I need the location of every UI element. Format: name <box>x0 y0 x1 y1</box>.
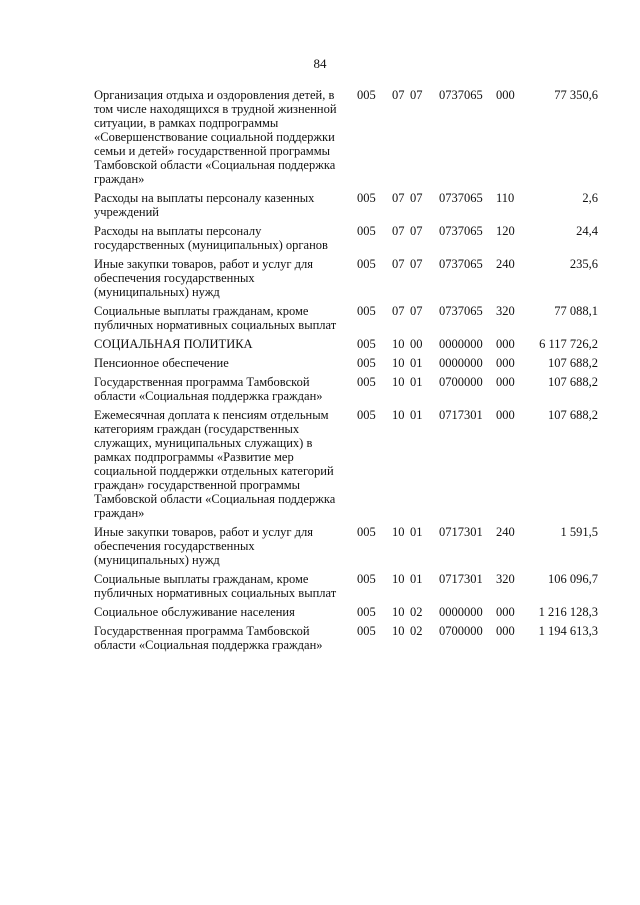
col-subsection: 07 <box>410 257 423 271</box>
col-amount: 77 350,6 <box>554 88 598 102</box>
col-section: 10 <box>392 572 405 586</box>
col-target-article: 0717301 <box>439 525 483 539</box>
col-expense-type: 000 <box>496 408 515 422</box>
col-target-article: 0717301 <box>439 572 483 586</box>
col-amount: 77 088,1 <box>554 304 598 318</box>
col-target-article: 0737065 <box>439 224 483 238</box>
table-row <box>0 304 640 332</box>
row-name: Пенсионное обеспечение <box>94 356 229 370</box>
col-section: 10 <box>392 408 405 422</box>
col-section: 07 <box>392 191 405 205</box>
col-target-article: 0700000 <box>439 375 483 389</box>
col-expense-type: 000 <box>496 605 515 619</box>
col-subsection: 07 <box>410 191 423 205</box>
col-subsection: 07 <box>410 224 423 238</box>
col-target-article: 0700000 <box>439 624 483 638</box>
table-row <box>0 337 640 351</box>
col-expense-type: 240 <box>496 257 515 271</box>
col-ved: 005 <box>357 88 376 102</box>
col-section: 07 <box>392 224 405 238</box>
row-name: Расходы на выплаты персоналу казенных учреждений <box>94 191 315 219</box>
col-ved: 005 <box>357 191 376 205</box>
col-ved: 005 <box>357 605 376 619</box>
row-name: Организация отдыха и оздоровления детей, в том числе находящихся в трудной жизненной ситуации, в рамках подпрограммы «Совершенствование социальной поддержки семьи и детей» государственной программы Тамбовской области «Социальная поддержка граждан» <box>94 88 337 186</box>
col-ved: 005 <box>357 224 376 238</box>
col-amount: 2,6 <box>582 191 598 205</box>
col-expense-type: 000 <box>496 375 515 389</box>
col-section: 10 <box>392 356 405 370</box>
row-name: Социальные выплаты гражданам, кроме публичных нормативных социальных выплат <box>94 572 337 600</box>
col-amount: 106 096,7 <box>548 572 598 586</box>
row-name: Расходы на выплаты персоналу государственных (муниципальных) органов <box>94 224 328 252</box>
col-target-article: 0000000 <box>439 605 483 619</box>
col-ved: 005 <box>357 525 376 539</box>
table-row <box>0 375 640 403</box>
table-row <box>0 356 640 370</box>
table-row <box>0 624 640 652</box>
col-subsection: 00 <box>410 337 423 351</box>
col-subsection: 01 <box>410 356 423 370</box>
col-subsection: 07 <box>410 304 423 318</box>
col-ved: 005 <box>357 304 376 318</box>
col-amount: 107 688,2 <box>548 408 598 422</box>
col-amount: 1 216 128,3 <box>538 605 598 619</box>
row-name: Ежемесячная доплата к пенсиям отдельным категориям граждан (государственных служащих, муниципальных служащих) в рамках подпрограммы «Развитие мер социальной поддержки отдельных категорий граждан» государственной программы Тамбовской области «Социальная поддержка граждан» <box>94 408 336 520</box>
col-ved: 005 <box>357 375 376 389</box>
col-ved: 005 <box>357 257 376 271</box>
row-name: СОЦИАЛЬНАЯ ПОЛИТИКА <box>94 337 253 351</box>
col-ved: 005 <box>357 572 376 586</box>
col-amount: 24,4 <box>576 224 598 238</box>
col-expense-type: 110 <box>496 191 515 205</box>
table-row <box>0 408 640 520</box>
col-subsection: 07 <box>410 88 423 102</box>
col-subsection: 02 <box>410 624 423 638</box>
col-expense-type: 240 <box>496 525 515 539</box>
col-ved: 005 <box>357 356 376 370</box>
row-name: Иные закупки товаров, работ и услуг для обеспечения государственных (муниципальных) нужд <box>94 525 314 567</box>
col-expense-type: 320 <box>496 304 515 318</box>
col-ved: 005 <box>357 337 376 351</box>
col-section: 07 <box>392 88 405 102</box>
col-subsection: 01 <box>410 525 423 539</box>
col-subsection: 01 <box>410 408 423 422</box>
table-row <box>0 191 640 219</box>
col-expense-type: 320 <box>496 572 515 586</box>
col-subsection: 02 <box>410 605 423 619</box>
row-name: Иные закупки товаров, работ и услуг для обеспечения государственных (муниципальных) нужд <box>94 257 314 299</box>
col-section: 10 <box>392 375 405 389</box>
col-target-article: 0000000 <box>439 337 483 351</box>
budget-table <box>0 88 640 657</box>
col-expense-type: 000 <box>496 356 515 370</box>
col-ved: 005 <box>357 624 376 638</box>
table-row <box>0 572 640 600</box>
table-row <box>0 88 640 186</box>
row-name: Государственная программа Тамбовской области «Социальная поддержка граждан» <box>94 624 323 652</box>
col-target-article: 0737065 <box>439 191 483 205</box>
col-expense-type: 120 <box>496 224 515 238</box>
col-section: 10 <box>392 605 405 619</box>
col-amount: 6 117 726,2 <box>539 337 598 351</box>
col-subsection: 01 <box>410 572 423 586</box>
col-amount: 107 688,2 <box>548 356 598 370</box>
col-section: 10 <box>392 525 405 539</box>
col-target-article: 0000000 <box>439 356 483 370</box>
table-row <box>0 525 640 567</box>
row-name: Социальные выплаты гражданам, кроме публичных нормативных социальных выплат <box>94 304 337 332</box>
col-target-article: 0737065 <box>439 257 483 271</box>
col-expense-type: 000 <box>496 624 515 638</box>
col-target-article: 0717301 <box>439 408 483 422</box>
page-number: 84 <box>313 56 327 71</box>
row-name: Государственная программа Тамбовской области «Социальная поддержка граждан» <box>94 375 323 403</box>
col-section: 07 <box>392 304 405 318</box>
col-section: 10 <box>392 624 405 638</box>
col-amount: 1 194 613,3 <box>538 624 598 638</box>
table-row <box>0 224 640 252</box>
col-target-article: 0737065 <box>439 88 483 102</box>
col-expense-type: 000 <box>496 88 515 102</box>
col-ved: 005 <box>357 408 376 422</box>
table-row <box>0 605 640 619</box>
col-amount: 1 591,5 <box>560 525 598 539</box>
col-target-article: 0737065 <box>439 304 483 318</box>
col-section: 10 <box>392 337 405 351</box>
col-amount: 235,6 <box>569 257 598 271</box>
col-expense-type: 000 <box>496 337 515 351</box>
col-section: 07 <box>392 257 405 271</box>
col-subsection: 01 <box>410 375 423 389</box>
row-name: Социальное обслуживание населения <box>94 605 295 619</box>
table-row <box>0 257 640 299</box>
col-amount: 107 688,2 <box>548 375 598 389</box>
